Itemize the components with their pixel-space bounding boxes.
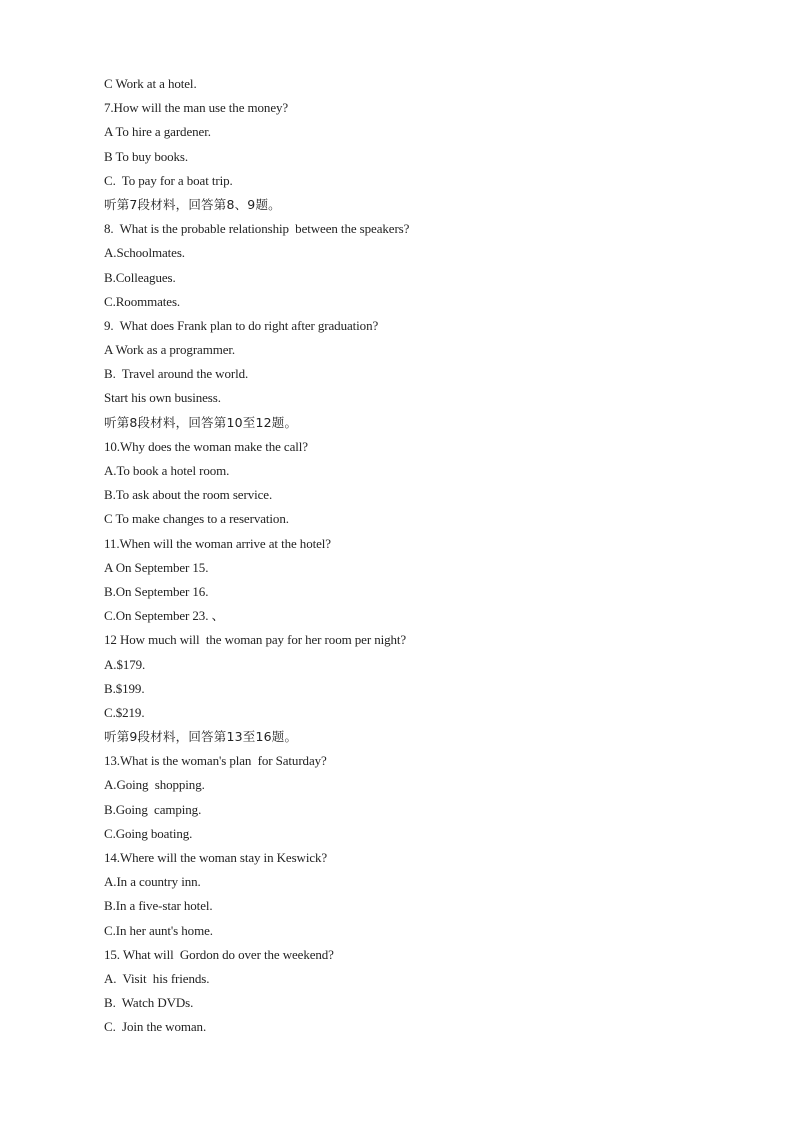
option-line: A.$179. [104, 656, 146, 672]
option-line: Start his own business. [104, 390, 221, 406]
option-line: A On September 15. [104, 559, 209, 575]
option-line: A Work as a programmer. [104, 342, 236, 358]
question-line: 9. What does Frank plan to do right after graduation? [104, 317, 379, 333]
option-line: C.Going boating. [104, 825, 193, 841]
section-heading: 听第9段材料，回答第13至16题。 [104, 729, 298, 745]
question-line: 7.How will the man use the money? [104, 100, 289, 116]
option-line: C. To pay for a boat trip. [104, 172, 233, 188]
option-line: A.Schoolmates. [104, 245, 185, 261]
option-line: A To hire a gardener. [104, 124, 211, 140]
option-line: C. Join the woman. [104, 1019, 207, 1035]
section-heading: 听第7段材料，回答第8、9题。 [104, 196, 281, 212]
question-line: 11.When will the woman arrive at the hotel? [104, 535, 331, 551]
option-line: A.To book a hotel room. [104, 463, 230, 478]
option-line: C.In her aunt's home. [104, 922, 213, 938]
option-line: A.In a country inn. [104, 874, 201, 890]
question-line: 10.Why does the woman make the call? [104, 438, 308, 454]
section-heading: 听第8段材料，回答第10至12题。 [104, 414, 298, 430]
question-line: 14.Where will the woman stay in Keswick? [104, 850, 328, 865]
question-line: 12 How much will the woman pay for her room per night? [104, 632, 407, 648]
option-line: B.In a five-star hotel. [104, 898, 213, 914]
option-line: A.Going shopping. [104, 777, 205, 793]
option-line: B. Travel around the world. [104, 366, 249, 382]
option-line: B.Going camping. [104, 801, 202, 817]
question-line: 13.What is the woman's plan for Saturday? [104, 753, 327, 769]
option-line: B To buy books. [104, 148, 189, 164]
option-line: C.$219. [104, 704, 145, 720]
question-line: 15. What will Gordon do over the weekend? [104, 946, 334, 962]
option-line: B. Watch DVDs. [104, 995, 194, 1011]
option-line: B.On September 16. [104, 583, 209, 599]
option-line: B.$199. [104, 680, 145, 696]
option-line: C To make changes to a reservation. [104, 511, 289, 527]
text-line: C Work at a hotel. [104, 76, 197, 91]
option-line: A. Visit his friends. [104, 970, 210, 986]
question-line: 8. What is the probable relationship between the speakers? [104, 221, 410, 237]
option-line: C.Roommates. [104, 293, 181, 309]
option-line: B.To ask about the room service. [104, 487, 273, 503]
exam-text-body [104, 74, 704, 1042]
option-line: B.Colleagues. [104, 269, 176, 285]
option-line: C.On September 23. 、 [104, 608, 225, 624]
